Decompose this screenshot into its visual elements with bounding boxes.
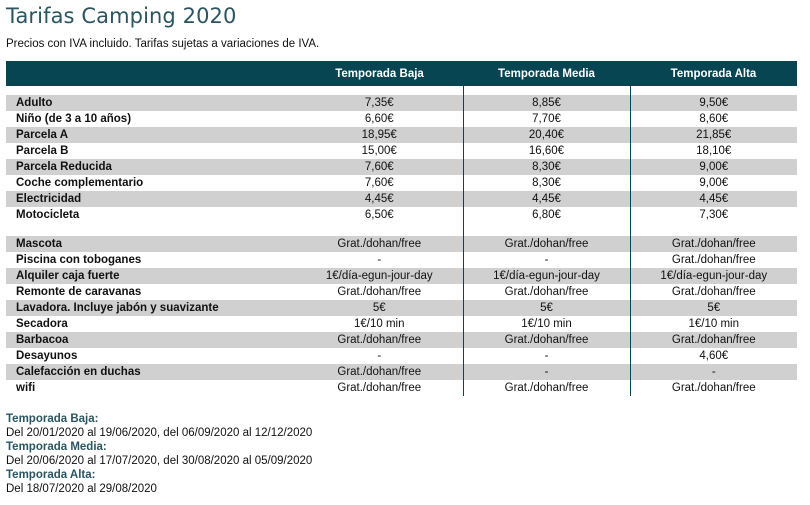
price-cell-media: 1€/día-egun-jour-day <box>463 268 630 284</box>
row-label: Remonte de caravanas <box>6 284 296 300</box>
price-cell-baja: 6,60€ <box>296 111 463 127</box>
table-row <box>6 95 797 111</box>
table-row <box>6 143 797 159</box>
table-spacer-row <box>6 86 797 95</box>
season-name: Temporada Media: <box>6 441 107 453</box>
price-cell-media: Grat./dohan/free <box>463 284 630 300</box>
price-cell-media: 20,40€ <box>463 127 630 143</box>
season-dates-text: Del 20/06/2020 al 17/07/2020, del 30/08/2020 al 05/09/2020 <box>6 455 313 467</box>
table-row <box>6 380 797 396</box>
row-label: Parcela Reducida <box>6 159 296 175</box>
price-cell-alta: 8,60€ <box>630 111 797 127</box>
price-cell-alta: 18,10€ <box>630 143 797 159</box>
price-cell-media: 8,30€ <box>463 159 630 175</box>
row-label: Electricidad <box>6 191 296 207</box>
table-row <box>6 207 797 223</box>
price-cell-alta: 7,30€ <box>630 207 797 223</box>
header-temporada-media: Temporada Media <box>463 61 630 86</box>
price-cell-media: 6,80€ <box>463 207 630 223</box>
table-row <box>6 127 797 143</box>
price-cell-alta: Grat./dohan/free <box>630 252 797 268</box>
price-cell-alta: 9,00€ <box>630 175 797 191</box>
row-label: Piscina con toboganes <box>6 252 296 268</box>
row-label: Coche complementario <box>6 175 296 191</box>
price-cell-media: 16,60€ <box>463 143 630 159</box>
price-cell-baja: Grat./dohan/free <box>296 332 463 348</box>
header-label-column <box>6 61 296 86</box>
price-cell-baja: 4,45€ <box>296 191 463 207</box>
row-label: Barbacoa <box>6 332 296 348</box>
row-label: Parcela B <box>6 143 296 159</box>
row-label: Niño (de 3 a 10 años) <box>6 111 296 127</box>
price-cell-baja: 7,60€ <box>296 175 463 191</box>
price-cell-media: - <box>463 252 630 268</box>
season-name: Temporada Baja: <box>6 413 99 425</box>
row-label: wifi <box>6 380 296 396</box>
season-dates-text: Del 18/07/2020 al 29/08/2020 <box>6 483 157 495</box>
price-cell-baja: 1€/10 min <box>296 316 463 332</box>
page-title: Tarifas Camping 2020 <box>6 4 237 28</box>
table-row <box>6 332 797 348</box>
row-label: Secadora <box>6 316 296 332</box>
row-label: Desayunos <box>6 348 296 364</box>
price-cell-media: Grat./dohan/free <box>463 380 630 396</box>
price-cell-media: - <box>463 348 630 364</box>
table-row <box>6 175 797 191</box>
price-cell-baja: 5€ <box>296 300 463 316</box>
table-row <box>6 300 797 316</box>
header-temporada-alta: Temporada Alta <box>630 61 797 86</box>
table-row <box>6 111 797 127</box>
price-cell-media: 1€/10 min <box>463 316 630 332</box>
row-label: Motocicleta <box>6 207 296 223</box>
price-cell-media: 5€ <box>463 300 630 316</box>
price-cell-alta: 9,50€ <box>630 95 797 111</box>
price-cell-alta: 1€/día-egun-jour-day <box>630 268 797 284</box>
page-subtitle: Precios con IVA incluido. Tarifas sujetas a variaciones de IVA. <box>6 38 320 50</box>
price-cell-alta: 4,60€ <box>630 348 797 364</box>
price-cell-baja: - <box>296 348 463 364</box>
price-cell-baja: - <box>296 252 463 268</box>
price-cell-alta: Grat./dohan/free <box>630 236 797 252</box>
header-temporada-baja: Temporada Baja <box>296 61 463 86</box>
price-cell-baja: Grat./dohan/free <box>296 380 463 396</box>
price-cell-alta: Grat./dohan/free <box>630 332 797 348</box>
table-row <box>6 252 797 268</box>
price-cell-baja: 1€/día-egun-jour-day <box>296 268 463 284</box>
season-dates <box>6 412 312 496</box>
row-label: Alquiler caja fuerte <box>6 268 296 284</box>
price-cell-alta: 1€/10 min <box>630 316 797 332</box>
price-cell-alta: Grat./dohan/free <box>630 284 797 300</box>
price-cell-baja: Grat./dohan/free <box>296 236 463 252</box>
table-row <box>6 191 797 207</box>
row-label: Mascota <box>6 236 296 252</box>
price-cell-baja: 15,00€ <box>296 143 463 159</box>
price-cell-alta: 4,45€ <box>630 191 797 207</box>
table-header-row <box>6 61 797 86</box>
table-row <box>6 348 797 364</box>
price-cell-alta: 5€ <box>630 300 797 316</box>
price-cell-baja: Grat./dohan/free <box>296 364 463 380</box>
price-cell-baja: Grat./dohan/free <box>296 284 463 300</box>
table-row <box>6 316 797 332</box>
row-label: Parcela A <box>6 127 296 143</box>
price-cell-media: 8,85€ <box>463 95 630 111</box>
price-cell-media: - <box>463 364 630 380</box>
row-label: Lavadora. Incluye jabón y suavizante <box>6 300 296 316</box>
price-cell-baja: 7,60€ <box>296 159 463 175</box>
row-label: Calefacción en duchas <box>6 364 296 380</box>
rates-table <box>6 61 797 396</box>
rates-table-body <box>6 86 797 396</box>
price-cell-media: Grat./dohan/free <box>463 332 630 348</box>
price-cell-baja: 7,35€ <box>296 95 463 111</box>
row-label: Adulto <box>6 95 296 111</box>
price-cell-alta: 21,85€ <box>630 127 797 143</box>
table-row <box>6 284 797 300</box>
table-spacer-row <box>6 223 797 236</box>
table-row <box>6 268 797 284</box>
price-cell-baja: 18,95€ <box>296 127 463 143</box>
price-cell-alta: Grat./dohan/free <box>630 380 797 396</box>
price-cell-alta: - <box>630 364 797 380</box>
price-cell-baja: 6,50€ <box>296 207 463 223</box>
price-cell-media: Grat./dohan/free <box>463 236 630 252</box>
price-cell-alta: 9,00€ <box>630 159 797 175</box>
season-name: Temporada Alta: <box>6 469 96 481</box>
table-row <box>6 364 797 380</box>
price-cell-media: 7,70€ <box>463 111 630 127</box>
price-cell-media: 4,45€ <box>463 191 630 207</box>
table-row <box>6 236 797 252</box>
season-dates-text: Del 20/01/2020 al 19/06/2020, del 06/09/2020 al 12/12/2020 <box>6 427 313 439</box>
table-row <box>6 159 797 175</box>
price-cell-media: 8,30€ <box>463 175 630 191</box>
